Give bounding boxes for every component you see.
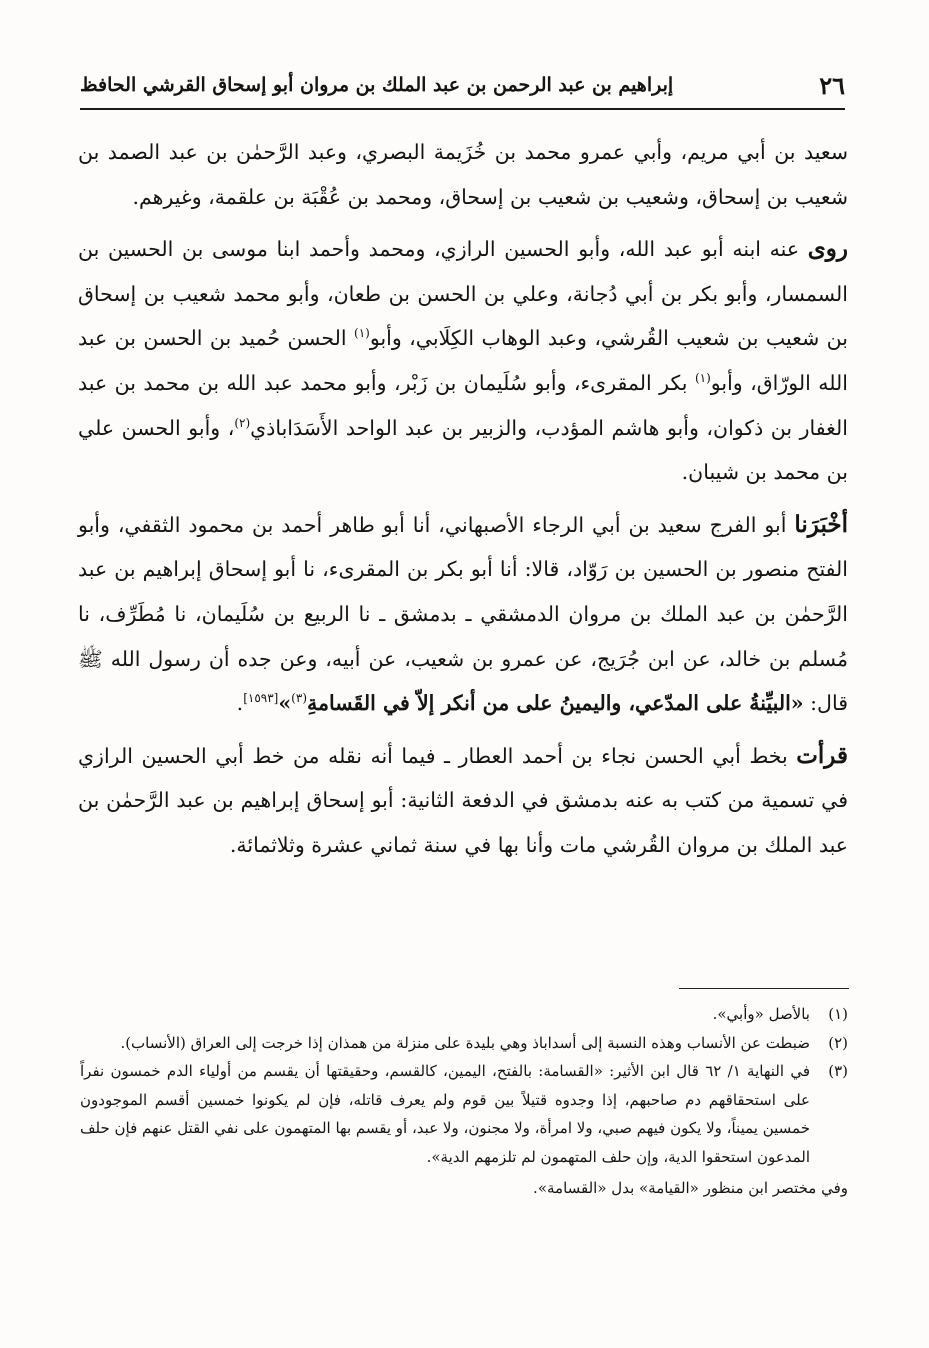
paragraph-teachers xyxy=(78,130,848,219)
paragraph-text: . xyxy=(236,691,244,716)
footnotes xyxy=(80,1000,848,1202)
hadith-number: [١٥٩٣] xyxy=(243,691,279,706)
paragraph-text: عنه ابنه أبو عبد الله، وأبو الحسين الرازي، ومحمد وأحمد ابنا موسى بن الحسين بن السمسار، وأبو بكر بن أبي دُجانة، وعلي بن الحسن بن طعان، وأبو محمد شعيب بن إسحاق بن شعيب بن شعيب القُرشي، وعبد الوهاب الكِلَابي، وأبو xyxy=(78,237,848,351)
running-header xyxy=(80,62,845,110)
footnote-text: ضبطت عن الأنساب وهذه النسبة إلى أسداباذ وهي بليدة على منزلة من همذان إذا خرجت إلى العراق (الأنساب). xyxy=(120,1033,810,1052)
paragraph-hadith xyxy=(78,503,848,726)
footnote-2 xyxy=(80,1029,848,1058)
footnote-3 xyxy=(80,1057,848,1171)
footnote-number: (١) xyxy=(828,1005,848,1023)
keyword-qaraat: قرأت xyxy=(796,741,848,769)
hadith-text: «البيِّنةُ على المدّعي، واليمينُ على من أنكر إلاّ في القَسامةِ xyxy=(307,691,804,716)
footnote-extra-note: وفي مختصر ابن منظور «القيامة» بدل «القسامة». xyxy=(533,1178,848,1197)
footnote-ref-2[interactable]: (٢) xyxy=(234,415,251,430)
footnote-1 xyxy=(80,1000,848,1029)
footnote-text: بالأصل «وأبي». xyxy=(712,1005,810,1023)
page-number: ٢٦ xyxy=(819,70,845,100)
quote-close: » xyxy=(278,691,292,716)
keyword-rawa: روى xyxy=(807,235,848,263)
footnote-separator xyxy=(679,988,849,989)
paragraph-text: سعيد بن أبي مريم، وأبي عمرو محمد بن خُزَيمة البصري، وعبد الرَّحمٰن بن عبد الصمد بن شعيب بن إسحاق، وشعيب بن شعيب بن إسحاق، ومحمد بن عُقْبَة بن علقمة، وغيرهم. xyxy=(78,140,848,209)
paragraph-students xyxy=(78,227,848,495)
paragraph-death xyxy=(78,734,848,868)
paragraph-text: بخط أبي الحسن نجاء بن أحمد العطار ـ فيما أنه نقله من خط أبي الحسين الرازي في تسمية من كتب به عنه بدمشق في الدفعة الثانية: أبو إسحاق إبراهيم بن عبد الرَّحمٰن بن عبد الملك بن مروان القُرشي مات وأنا بها في سنة ثماني عشرة وثلاثمائة. xyxy=(78,743,848,857)
running-title: إبراهيم بن عبد الرحمن بن عبد الملك بن مروان أبو إسحاق القرشي الحافظ xyxy=(80,74,674,96)
keyword-akhbarana: أخْبَرَنا xyxy=(794,510,848,538)
footnote-number: (٣) xyxy=(828,1062,848,1081)
footnote-ref-3[interactable]: (٣) xyxy=(291,691,307,706)
paragraph-text: أبو الفرج سعيد بن أبي الرجاء الأصبهاني، أنا أبو طاهر أحمد بن محمود الثقفي، وأبو الفتح منصور بن الحسين بن رَوّاد، قالا: أنا أبو بكر بن المقرىء، نا أبو إسحاق إبراهيم بن عبد الرَّحمٰن بن عبد الملك بن مروان الدمشقي ـ بدمشق ـ نا الربيع بن سُلَيمان، نا مُطَرِّف، نا مُسلم بن خالد، عن ابن جُرَيج، عن عمرو بن شعيب، عن أبيه، وعن جده أن رسول الله ﷺ قال: xyxy=(78,512,848,716)
footnote-text: في النهاية ١/ ٦٢ قال ابن الأثير: «القسامة: بالفتح، اليمين، كالقسم، وحقيقتها أن يقسم من أولياء الدم خمسون نفراً على استحقاقهم دم صاحبهم، إذا وجدوه قتيلاً بين قوم ولم يعرف قاتله، فإن لم يكونوا خمسين أقسم الموجودون خمسين يميناً، ولا يكون فيهم صبي، ولا امرأة، ولا مجنون، ولا عبد، أو يقسم بها المتهمون على نفي القتل عنهم فإن حلف المدعون استحقوا الدية، وإن حلف المتهمون لم تلزمهم الدية». xyxy=(80,1062,810,1166)
footnote-ref-1[interactable]: (١) xyxy=(354,326,370,341)
paragraph-text: بكر المقرىء، وأبو سُلَيمان بن زَبْر، وأبو محمد عبد الله بن محمد بن عبد الغفار بن ذكوان، وأبو هاشم المؤدب، والزبير بن عبد الواحد الأَسَدَاباذي xyxy=(78,370,848,440)
footnote-ref-1[interactable]: (١) xyxy=(694,371,711,386)
footnote-number: (٢) xyxy=(828,1033,848,1052)
main-text xyxy=(78,130,848,876)
paragraph-text: الحسن حُميد بن الحسن بن عبد الله الورّاق، وأبو xyxy=(78,326,848,395)
paragraph-text: ، وأبو الحسن علي بن محمد بن شيبان. xyxy=(78,415,848,485)
